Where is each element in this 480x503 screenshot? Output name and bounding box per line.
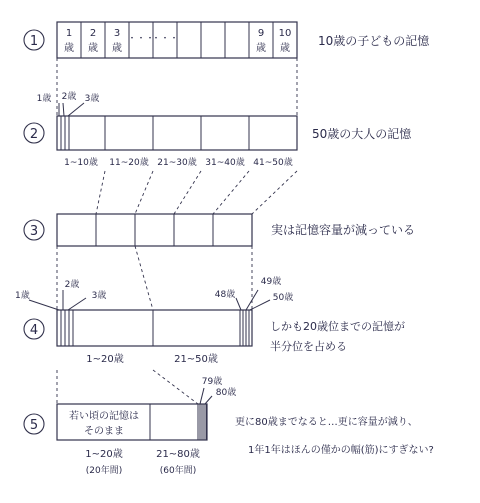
- row-note: 50歳の大人の記憶: [312, 127, 412, 141]
- range-label: 21~80歳: [156, 449, 200, 460]
- row-number: 2: [29, 127, 39, 142]
- cell-label: 1: [65, 28, 73, 39]
- age-label: 50歳: [272, 293, 294, 303]
- memory-bar: [57, 404, 207, 440]
- cell-ellipsis: ・・・: [127, 34, 155, 44]
- row-1: [24, 22, 430, 58]
- age-label: 2歳: [64, 280, 80, 290]
- cell-label: 歳: [88, 43, 98, 54]
- inner-label: そのまま: [84, 426, 124, 437]
- row-4: [15, 275, 405, 365]
- age-label: 79歳: [201, 377, 223, 387]
- age-label: 3歳: [91, 291, 107, 301]
- range-label: 1~20歳: [85, 449, 123, 460]
- row-note: 10歳の子どもの記憶: [318, 34, 430, 48]
- range-label: 11~20歳: [109, 158, 149, 168]
- range-label: 41~50歳: [253, 158, 293, 168]
- row-number: 4: [29, 323, 39, 338]
- row-note: 実は記憶容量が減っている: [271, 223, 416, 237]
- memory-bar: [57, 214, 252, 246]
- row-3: [24, 214, 415, 246]
- cell-label: 歳: [280, 43, 290, 54]
- age-label: 1歳: [15, 291, 30, 301]
- memory-bar: [57, 310, 252, 346]
- row-note-line: 半分位を占める: [270, 340, 347, 353]
- row-5: [24, 375, 434, 476]
- cell-label: 歳: [112, 43, 122, 54]
- age-label: 3歳: [84, 94, 100, 104]
- row-number: 5: [29, 418, 39, 433]
- range-label: (60年間): [159, 466, 197, 476]
- age-label: 80歳: [215, 388, 237, 398]
- cell-label: 9: [257, 28, 265, 39]
- cell-label: 3: [113, 28, 121, 39]
- range-label: 21~50歳: [174, 354, 218, 365]
- cell-label: 歳: [64, 43, 74, 54]
- row-note-line: 1年1年はほんの僅かの幅(筋)にすぎない?: [248, 445, 434, 456]
- cell-ellipsis: ・・・: [151, 34, 179, 44]
- inner-label: 若い頃の記憶は: [69, 411, 139, 422]
- age-label: 48歳: [214, 290, 236, 300]
- cell-label: 10: [278, 28, 292, 39]
- range-label: 21~30歳: [157, 158, 197, 168]
- age-label: 49歳: [260, 277, 282, 287]
- row-note-line: しかも20歳位までの記憶が: [270, 320, 405, 333]
- range-label: (20年間): [85, 466, 123, 476]
- row-number: 3: [29, 224, 39, 239]
- cell-label: 歳: [256, 43, 266, 54]
- age-label: 2歳: [61, 92, 77, 102]
- row-note-line: 更に80歳までなると…更に容量が減り、: [235, 417, 418, 428]
- range-label: 1~20歳: [86, 354, 124, 365]
- range-label: 1~10歳: [64, 158, 98, 168]
- memory-bar: [57, 116, 297, 150]
- age-label: 1歳: [36, 94, 52, 104]
- cell-label: 2: [89, 28, 97, 39]
- range-label: 31~40歳: [205, 158, 245, 168]
- row-number: 1: [29, 34, 39, 49]
- row-2: [24, 90, 412, 168]
